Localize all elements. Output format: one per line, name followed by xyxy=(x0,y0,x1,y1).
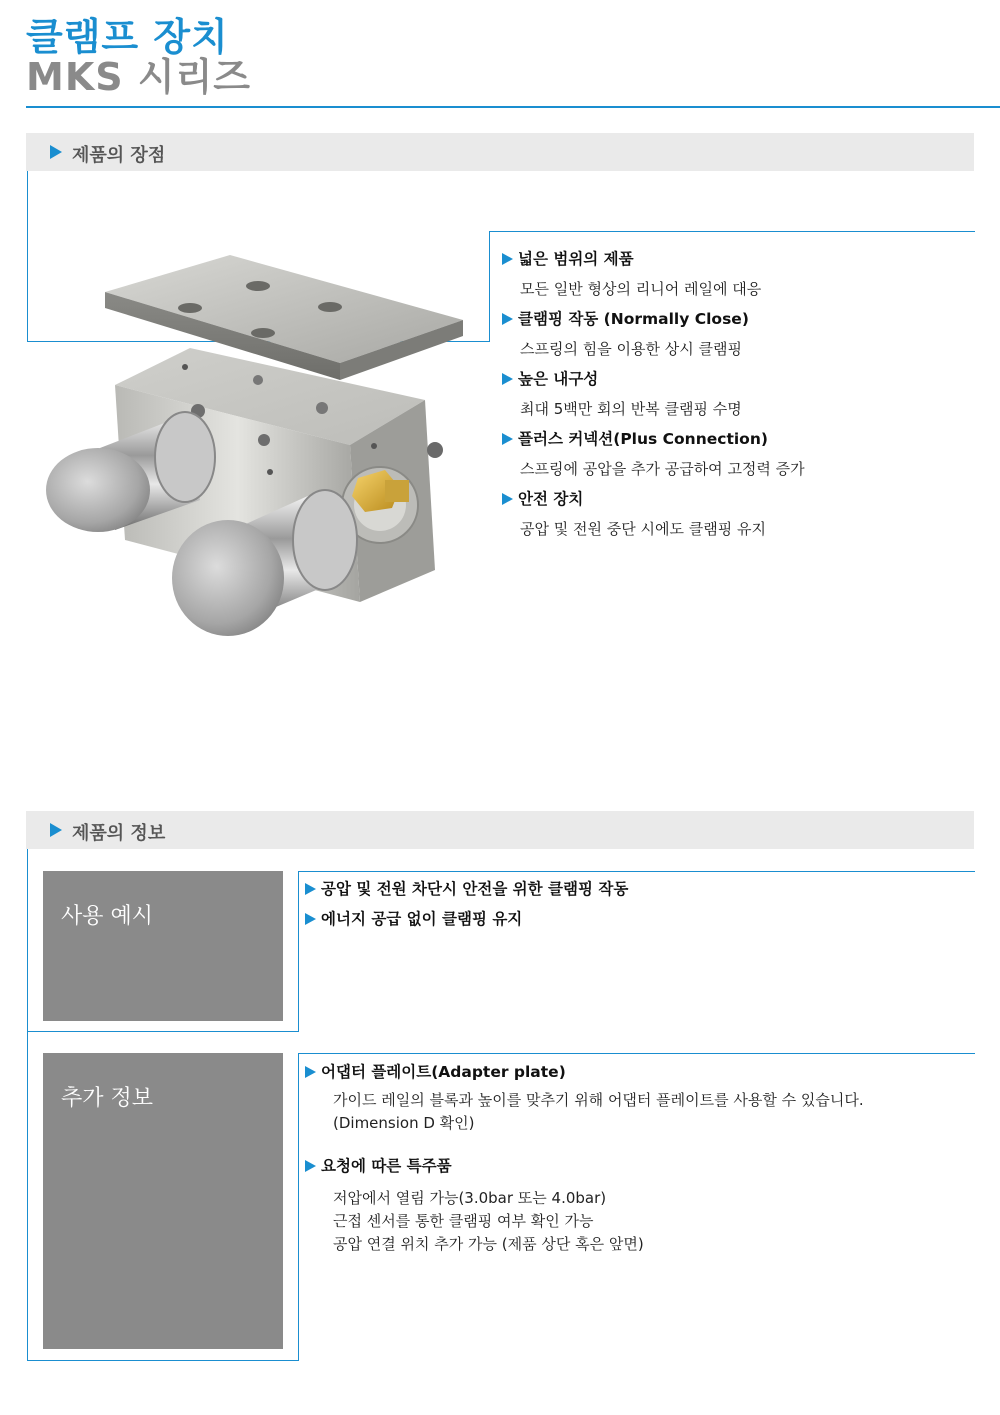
triangle-bullet-icon xyxy=(50,145,62,159)
frame-line xyxy=(27,1031,28,1361)
feature-desc: 최대 5백만 회의 반복 클램핑 수명 xyxy=(520,400,742,418)
section-header-info xyxy=(26,811,974,849)
triangle-bullet-icon xyxy=(502,253,513,265)
extra-label: 추가 정보 xyxy=(61,1086,154,1111)
feature-title: 안전 장치 xyxy=(518,490,584,508)
frame-line xyxy=(27,171,28,342)
feature-title: 플러스 커넥션(Plus Connection) xyxy=(518,430,768,448)
triangle-bullet-icon xyxy=(502,313,513,325)
feature-desc: 스프링에 공압을 추가 공급하여 고정력 증가 xyxy=(520,460,805,478)
extra-item-desc xyxy=(305,1089,965,1135)
frame-line xyxy=(298,871,299,1032)
frame-line xyxy=(27,1031,299,1032)
feature-item xyxy=(500,304,960,364)
feature-desc: 모든 일반 형상의 리니어 레일에 대응 xyxy=(520,280,762,298)
frame-line xyxy=(489,231,490,342)
extra-item-title: 요청에 따른 특주품 xyxy=(321,1157,452,1175)
extra-list xyxy=(305,1057,965,1256)
extra-item-line: 근접 센서를 통한 클램핑 여부 확인 가능 xyxy=(333,1212,594,1230)
frame-line xyxy=(298,1053,299,1361)
triangle-bullet-icon xyxy=(50,823,62,837)
triangle-bullet-icon xyxy=(502,433,513,445)
triangle-bullet-icon xyxy=(305,1160,316,1172)
feature-item xyxy=(500,244,960,304)
feature-list xyxy=(500,244,960,544)
triangle-bullet-icon xyxy=(305,1066,316,1078)
usage-item: 공압 및 전원 차단시 안전을 위한 클램핑 작동 xyxy=(321,880,629,898)
feature-item xyxy=(500,424,960,484)
title-divider xyxy=(26,106,1000,108)
page-title: 클램프 장치 xyxy=(26,15,229,59)
extra-item-line: 공압 연결 위치 추가 가능 (제품 상단 혹은 앞면) xyxy=(333,1235,644,1253)
feature-desc: 공압 및 전원 중단 시에도 클램핑 유지 xyxy=(520,520,766,538)
usage-label: 사용 예시 xyxy=(61,904,154,929)
feature-item xyxy=(500,484,960,544)
triangle-bullet-icon xyxy=(305,883,316,895)
extra-item-title: 어댑터 플레이트(Adapter plate) xyxy=(321,1063,566,1081)
feature-title: 넓은 범위의 제품 xyxy=(518,250,634,268)
triangle-bullet-icon xyxy=(502,373,513,385)
frame-line xyxy=(27,849,28,1032)
usage-list xyxy=(305,874,965,934)
frame-line xyxy=(489,231,975,232)
section-label: 제품의 장점 xyxy=(72,145,166,166)
feature-item xyxy=(500,364,960,424)
extra-item-line: 가이드 레일의 블록과 높이를 맞추기 위해 어댑터 플레이트를 사용할 수 있습니다. xyxy=(333,1091,864,1109)
extra-item-line: (Dimension D 확인) xyxy=(333,1114,475,1132)
extra-item-desc xyxy=(305,1187,965,1256)
feature-title: 높은 내구성 xyxy=(518,370,599,388)
usage-label-box xyxy=(43,871,283,1021)
feature-desc: 스프링의 힘을 이용한 상시 클램핑 xyxy=(520,340,742,358)
section-header-advantages xyxy=(26,133,974,171)
frame-line xyxy=(298,871,975,872)
section-label: 제품의 정보 xyxy=(72,823,166,844)
triangle-bullet-icon xyxy=(305,913,316,925)
extra-label-box xyxy=(43,1053,283,1349)
product-image xyxy=(40,250,480,640)
triangle-bullet-icon xyxy=(502,493,513,505)
frame-line xyxy=(27,1360,299,1361)
page-subtitle: MKS 시리즈 xyxy=(26,55,251,99)
feature-title: 클램핑 작동 (Normally Close) xyxy=(518,310,749,328)
extra-item-line: 저압에서 열림 가능(3.0bar 또는 4.0bar) xyxy=(333,1189,607,1207)
frame-line xyxy=(298,1053,975,1054)
usage-item: 에너지 공급 없이 클램핑 유지 xyxy=(321,910,523,928)
